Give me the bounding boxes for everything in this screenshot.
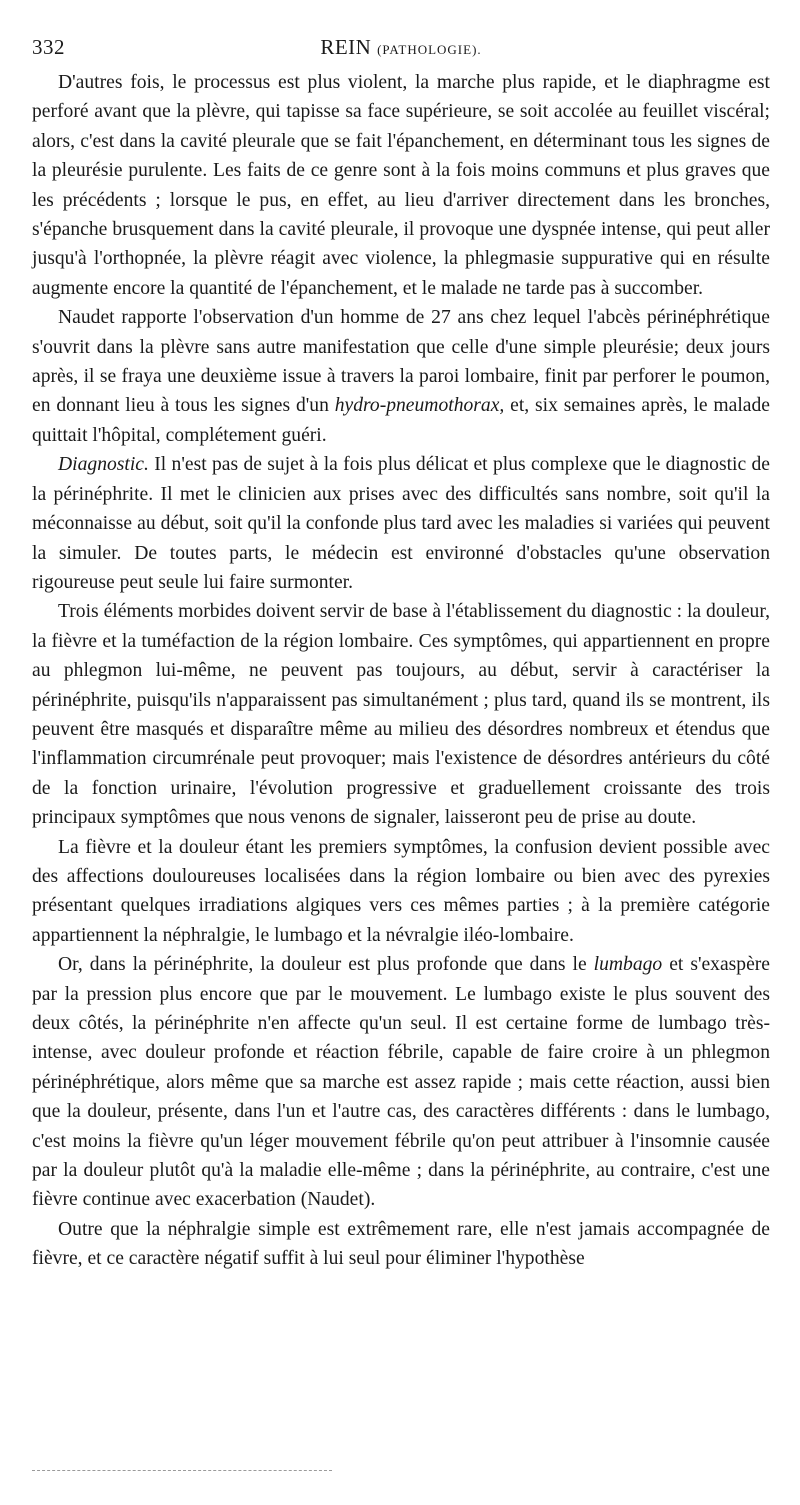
paragraph-naudet-observation — [32, 303, 770, 450]
running-title-main: REIN — [320, 35, 372, 59]
paragraph-text: Il n'est pas de sujet à la fois plus délicat et plus complexe que le diagnostic de la périnéphrite. Il met le clinicien aux prises avec des difficultés sans nombre, soit qu'il la méconnaisse au début, soit qu'il la confonde plus tard avec les maladies si variées qui peuvent la simuler. De toutes parts, le médecin est environné d'obstacles qu'une observation rigoureuse peut seule lui faire surmonter. — [32, 454, 770, 593]
paragraph-text: D'autres fois, le processus est plus violent, la marche plus rapide, et le diaphragme est perforé avant que la plèvre, qui tapisse sa face supérieure, se soit accolée au feuillet viscéral; alors, c'est dans la cavité pleurale que se fait l'épanchement, en déterminant tous les signes de la pleurésie purulente. Les faits de ce genre sont à la fois moins communs et plus graves que les précédents ; lorsque le pus, en effet, au lieu d'arriver directement dans les bronches, s'épanche brusquement dans la cavité pleurale, il provoque une dyspnée intense, qui peut aller jusqu'à l'orthopnée, la plèvre réagit avec violence, la phlegmasie suppurative qui en résulte augmente encore la quantité de l'épanchement, et le malade ne tarde pas à succomber. — [32, 72, 770, 299]
italic-term: lumbago — [593, 954, 663, 976]
body-text — [32, 68, 770, 1274]
paragraph-text: Trois éléments morbides doivent servir de base à l'établissement du diagnostic : la douleur, la fièvre et la tuméfaction de la région lombaire. Ces symptômes, qui appartiennent en propre au phlegmon lui-même, ne peuvent pas toujours, au début, servir à caractériser la périnéphrite, puisqu'ils n'apparaissent pas simultanément ; plus tard, quand ils se montrent, ils peuvent être masqués et disparaître même au milieu des désordres nombreux et étendus que l'inflammation circumrénale peut provoquer; mais l'existence de désordres antérieurs du côté de la fonction urinaire, l'évolution progressive et graduellement croissante des trois principaux symptômes que nous venons de signaler, laisseront peu de prise au doute. — [32, 601, 770, 829]
paragraph-nephralgia — [32, 1215, 770, 1274]
running-title — [32, 32, 770, 65]
italic-term: hydro-pneumothorax, — [334, 395, 505, 417]
running-head — [32, 32, 770, 62]
paragraph-text: Outre que la néphralgie simple est extrêmement rare, elle n'est jamais accompagnée de fièvre, et ce caractère négatif suffit à lui seul pour éliminer l'hypothèse — [32, 1218, 770, 1270]
paragraph-perforation — [32, 68, 770, 303]
paragraph-text: Naudet rapporte l'observation d'un homme de 27 ans chez lequel l'abcès périnéphrétique s'ouvrit dans la plèvre sans autre manifestation que celle d'une simple pleurésie; deux jours après, il se fraya une deuxième issue à travers la paroi lombaire, finit par perforer le poumon, en donnant lieu à tous les signes d'un — [32, 307, 770, 417]
paragraph-three-elements — [32, 597, 770, 832]
paragraph-diagnostic — [32, 450, 770, 597]
paragraph-text: Or, dans la périnéphrite, la douleur est plus profonde que dans le — [58, 954, 594, 976]
paragraph-fever-pain — [32, 833, 770, 951]
footer-rule — [32, 1470, 332, 1471]
page-number: 332 — [32, 35, 65, 59]
paragraph-text: La fièvre et la douleur étant les premiers symptômes, la confusion devient possible avec des affections douloureuses localisées dans la région lombaire ou bien avec des pyrexies présentant quelques irradiations algiques vers ces mêmes parties ; à la première catégorie appartiennent la néphralgie, le lumbago et la névralgie iléo-lombaire. — [32, 836, 770, 946]
paragraph-text: et s'exaspère par la pression plus encore que par le mouvement. Le lumbago existe le plus souvent des deux côtés, la périnéphrite n'en affecte qu'un seul. Il est certaine forme de lumbago très-intense, avec douleur profonde et réaction fébrile, capable de faire croire à un phlegmon périnéphrétique, alors même que sa marche est assez rapide ; mais cette réaction, aussi bien que la douleur, présente, dans l'un et l'autre cas, des caractères différents : dans le lumbago, c'est moins la fièvre qu'un léger mouvement fébrile qu'on peut attribuer à l'insomnie causée par la douleur plutôt qu'à la maladie elle-même ; dans la périnéphrite, au contraire, c'est une fièvre continue avec exacerbation (Naudet). — [32, 954, 771, 1211]
running-title-subtitle: (PATHOLOGIE). — [377, 42, 482, 57]
paragraph-text: et, six semaines après, le malade quittait l'hôpital, complétement guéri. — [32, 395, 770, 446]
section-heading-diagnostic: Diagnostic. — [58, 454, 149, 476]
paragraph-lumbago — [32, 950, 770, 1215]
